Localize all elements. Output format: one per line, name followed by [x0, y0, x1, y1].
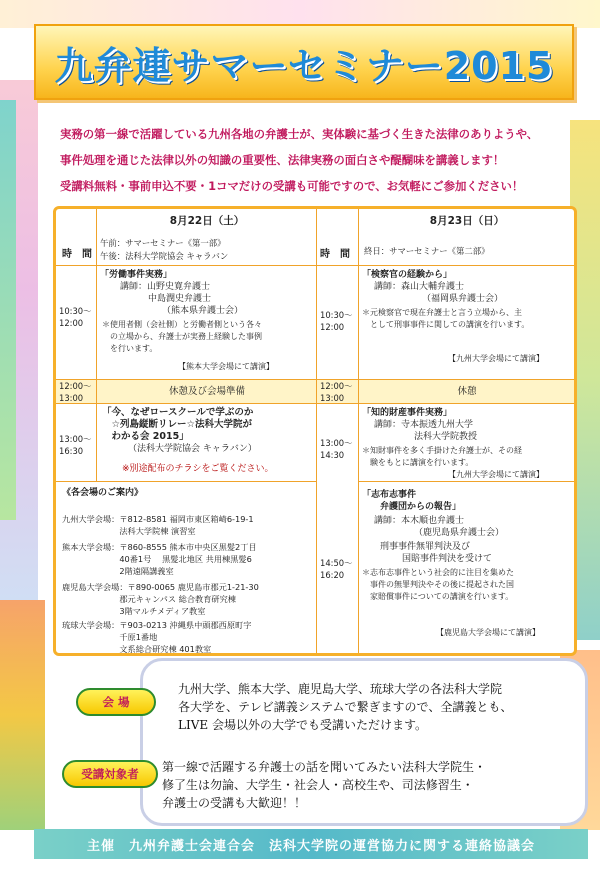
row1b-lecturer: 講師：森山大輔弁護士	[374, 282, 465, 292]
venues-header: 《各会場のご案内》	[62, 488, 144, 498]
venue-kagoshima: 鹿児島大学会場：〒890-0065 鹿児島市郡元1-21-30 郡元キャンパス 総合教育研究棟 3階マルチメディア教室	[62, 582, 259, 616]
row3b-line2: 国賠事件判決を受けて	[402, 554, 493, 564]
break2-time: 12:00～ 13:00	[320, 381, 353, 403]
row1-desc: ＊使用者側（会社側）と労働者側という各々 の立場から、弁護士が実務上経験した事例 を行います。	[102, 320, 262, 353]
row2-time: 13:00～ 16:30	[59, 434, 92, 456]
day1-date: 8月22日（土）	[169, 215, 245, 227]
grid-line	[316, 209, 317, 653]
grid-line	[56, 481, 316, 482]
grid-line	[358, 209, 359, 653]
row1b-desc: ＊元検察官で現在弁護士と言う立場から、主 として刑事事件に関しての講演を行います。	[362, 308, 530, 329]
venue-ryukyu: 琉球大学会場：〒903-0213 沖縄県中頭郡西原町字 千原1番地 文系総合研究棟 401教室	[62, 620, 252, 654]
intro-line-1: 実務の第一線で活躍している九州各地の弁護士が、実体験に基づく生きた法律のありようや、	[60, 127, 539, 141]
grid-line	[96, 209, 97, 481]
break2-label: 休憩	[457, 386, 477, 397]
row3b-time: 14:50～ 16:20	[320, 558, 353, 580]
venue-text-line-1: 九州大学、熊本大学、鹿児島大学、琉球大学の各法科大学院	[178, 682, 503, 696]
venue-kyushu: 九州大学会場：〒812-8581 福岡市東区箱崎6-19-1 法科大学院棟 演習室	[62, 514, 254, 536]
venue-text	[178, 680, 512, 734]
row3b-venue: 【鹿児島大学会場にて講演】	[436, 628, 540, 637]
day1-sub1: 午前：サマーセミナー《第一部》	[100, 238, 226, 248]
audience-text-line-2: 修了生は勿論、大学生・社会人・高校生や、司法修習生・	[162, 778, 474, 792]
day1-sub2: 午後：法科大学院協会 キャラバン	[100, 251, 229, 261]
grid-line	[56, 379, 574, 380]
venue-label: 会 場	[76, 688, 156, 716]
grid-line	[56, 403, 574, 404]
row3b-lecturer: 講師：本木順也弁護士	[374, 516, 465, 526]
row1-lecturer: 講師：山野史寛弁護士	[120, 282, 211, 292]
row2-title: 「今、なぜロースクールで学ぶのか ☆列島縦断リレー☆法科大学院が わかる会 2015」	[102, 407, 254, 442]
row2b-desc: ＊知財事件を多く手掛けた弁護士が、その経 験をもとに講演を行います。	[362, 446, 522, 467]
row2b-lecturer: 講師：寺本振透九州大学	[374, 420, 474, 430]
venue-text-line-3: LIVE 会場以外の大学でも受講いただけます。	[178, 718, 427, 732]
row1b-venue: 【九州大学会場にて講演】	[448, 354, 544, 363]
intro-text	[60, 121, 580, 199]
row1-venue: 【熊本大学会場にて講演】	[178, 362, 274, 371]
left-decor-stripe-inner	[0, 100, 16, 520]
row2-sub: （法科大学院協会 キャラバン）	[128, 444, 257, 454]
row3b-affil: （鹿児島県弁護士会）	[414, 528, 505, 538]
row1-time: 10:30～ 12:00	[59, 306, 92, 328]
grid-line	[358, 481, 574, 482]
row1b-title: 「検察官の経験から」	[362, 270, 453, 280]
row3b-title: 「志布志事件 弁護団からの報告」	[362, 490, 462, 512]
row1b-affil: （福岡県弁護士会）	[422, 294, 504, 304]
venue-kumamoto: 熊本大学会場：〒860-8555 熊本市中央区黒髪2丁目 40番1号 黒髪北地区 共用棟黒髪6 2階遠隔講義室	[62, 542, 257, 576]
audience-text-line-1: 第一線で活躍する弁護士の話を聞いてみたい法科大学院生・	[162, 760, 487, 774]
row2b-lecturer2: 法科大学院教授	[414, 432, 478, 442]
intro-line-3: 受講料無料・事前申込不要・1コマだけの受講も可能ですので、お気軽にご参加ください！	[60, 179, 524, 193]
row2b-time: 13:00～ 14:30	[320, 438, 353, 460]
row2b-title: 「知的財産事件実務」	[362, 408, 453, 418]
row3b-line1: 刑事事件無罪判決及び	[380, 542, 471, 552]
day2-sub1: 終日：サマーセミナー《第二部》	[364, 246, 490, 256]
audience-text-line-3: 弁護士の受講も大歓迎！！	[162, 796, 307, 810]
intro-line-2: 事件処理を通じた法律以外の知識の重要性、法律実務の面白さや醍醐味を講義します！	[60, 153, 505, 167]
time-header-2: 時 間	[320, 249, 350, 260]
organizer-footer: 主催 九州弁護士会連合会 法科大学院の運営協力に関する連絡協議会	[34, 829, 588, 859]
grid-line	[56, 265, 574, 266]
row1-title: 「労働事件実務」	[100, 270, 173, 280]
row2-note: ※別途配布のチラシをご覧ください。	[122, 464, 274, 474]
row1-affil: （熊本県弁護士会）	[162, 306, 244, 316]
venue-text-line-2: 各大学を、テレビ講義システムで繋ぎますので、全講義とも、	[178, 700, 513, 714]
row1-lecturer2: 中島潤史弁護士	[148, 294, 212, 304]
break1-label: 休憩及び会場準備	[168, 386, 245, 397]
row3b-desc: ＊志布志事件という社会的に注目を集めた 事件の無罪判決やその後に提起された国 家賠償事件についての講演を行います。	[362, 568, 514, 601]
audience-text	[162, 758, 486, 812]
audience-label: 受講対象者	[62, 760, 158, 788]
page-title: 九弁連サマーセミナー2015	[54, 43, 554, 88]
title-banner	[34, 24, 574, 100]
row1b-time: 10:30～ 12:00	[320, 310, 353, 332]
day2-date: 8月23日（日）	[429, 215, 505, 227]
break1-time: 12:00～ 13:00	[59, 381, 92, 403]
row2b-venue: 【九州大学会場にて講演】	[448, 470, 544, 479]
time-header: 時 間	[62, 249, 92, 260]
left-decor-stripe-bottom	[0, 600, 45, 830]
schedule-table	[53, 206, 577, 656]
